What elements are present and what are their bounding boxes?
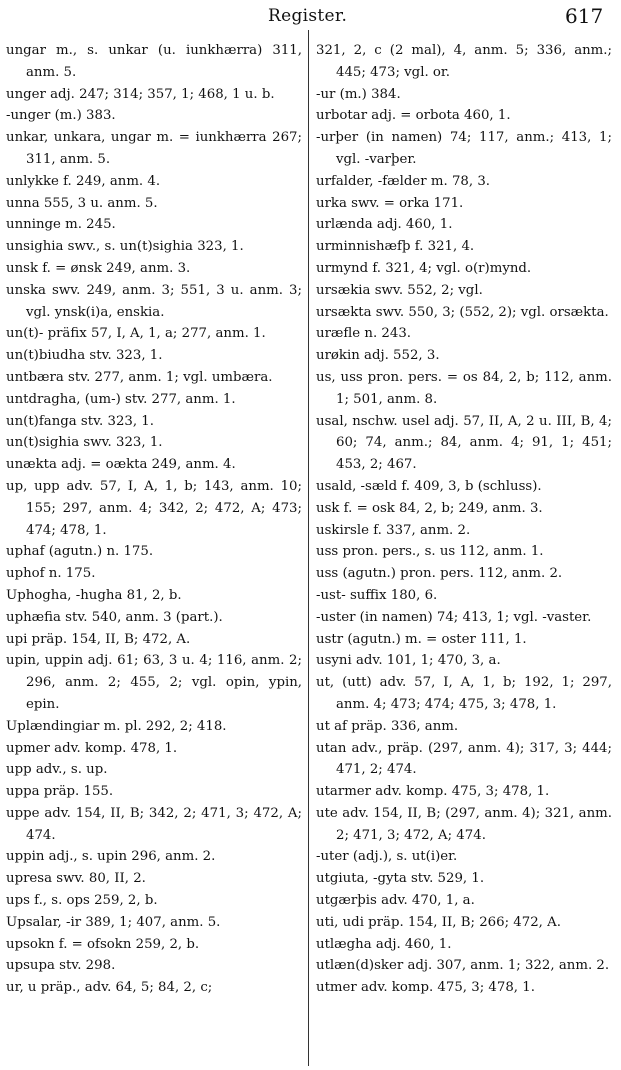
index-entry: ursækta swv. 550, 3; (552, 2); vgl. orsækta. [316,304,609,320]
index-entry: -unger (m.) 383. [6,108,116,124]
index-entry: -uster (in namen) 74; 413, 1; vgl. -vaster. [316,609,592,625]
index-entry: 321, 2, c (2 mal), 4, anm. 5; 336, anm.; 445; 473; vgl. or. [316,43,612,80]
index-entry: un(t)fanga stv. 323, 1. [6,413,154,429]
index-entry: unlykke f. 249, anm. 4. [6,173,161,189]
index-entry: un(t)sighia swv. 323, 1. [6,435,163,451]
index-entry: unsighia swv., s. un(t)sighia 323, 1. [6,239,244,255]
index-entry: ursækia swv. 552, 2; vgl. [316,282,483,298]
index-entry: uti, udi präp. 154, II, B; 266; 472, A. [316,914,561,930]
index-entry: utmer adv. komp. 475, 3; 478, 1. [316,980,535,996]
index-entry: urbotar adj. = orbota 460, 1. [316,108,511,124]
index-entry: up, upp adv. 57, I, A, 1, b; 143, anm. 10; 155; 297, anm. 4; 342, 2; 472, A; 473; 474; 478, 1. [6,478,302,538]
index-entry: usyni adv. 101, 1; 470, 3, a. [316,653,501,669]
index-entry: uskirsle f. 337, anm. 2. [316,522,471,538]
index-entry: urøkin adj. 552, 3. [316,348,440,364]
index-entry: ut, (utt) adv. 57, I, A, 1, b; 192, 1; 297, anm. 4; 473; 474; 475, 3; 478, 1. [316,675,612,712]
index-entry: upsokn f. = ofsokn 259, 2, b. [6,936,200,952]
index-entry: upi präp. 154, II, B; 472, A. [6,631,191,647]
index-entry: urka swv. = orka 171. [316,195,464,211]
index-entry: unger adj. 247; 314; 357, 1; 468, 1 u. b. [6,86,275,102]
index-entry: uppa präp. 155. [6,784,114,800]
index-entry: Uphogha, -hugha 81, 2, b. [6,587,182,603]
index-entry: upp adv., s. up. [6,762,108,778]
index-entry: uræfle n. 243. [316,326,412,342]
index-entry: un(t)- präfix 57, I, A, 1, a; 277, anm. 1. [6,326,266,342]
index-entry: urfalder, -fælder m. 78, 3. [316,173,491,189]
column-divider [308,30,309,1066]
index-entry: Upsalar, -ir 389, 1; 407, anm. 5. [6,914,221,930]
index-entry: un(t)biudha stv. 323, 1. [6,348,163,364]
right-column [316,40,612,999]
index-entry: urlænda adj. 460, 1. [316,217,453,233]
index-entry: uphof n. 175. [6,566,96,582]
index-entry: upmer adv. komp. 478, 1. [6,740,178,756]
index-entry: unækta adj. = oækta 249, anm. 4. [6,457,236,473]
index-entry: upsupa stv. 298. [6,958,116,974]
index-entry: urmynd f. 321, 4; vgl. o(r)mynd. [316,260,532,276]
index-entry: urminnishæfþ f. 321, 4. [316,239,475,255]
index-entry: uppe adv. 154, II, B; 342, 2; 471, 3; 472, A; 474. [6,805,302,843]
index-entry: -urþer (in namen) 74; 117, anm.; 413, 1; vgl. -varþer. [316,130,612,167]
index-entry: ungar m., s. unkar (u. iunkhærra) 311, anm. 5. [6,43,302,80]
index-entry: uppin adj., s. upin 296, anm. 2. [6,849,216,865]
index-entry: Uplændingiar m. pl. 292, 2; 418. [6,718,227,734]
index-entry: untdragha, (um-) stv. 277, anm. 1. [6,391,236,407]
index-entry: upin, uppin adj. 61; 63, 3 u. 4; 116, anm. 2; 296, anm. 2; 455, 2; vgl. opin, ypin, epin. [6,653,302,712]
index-entry: us, uss pron. pers. = os 84, 2, b; 112, anm. 1; 501, anm. 8. [316,369,612,407]
index-entry: uss (agutn.) pron. pers. 112, anm. 2. [316,566,563,582]
index-entry: ups f., s. ops 259, 2, b. [6,893,158,909]
index-entry: utlæn(d)sker adj. 307, anm. 1; 322, anm. 2. [316,958,610,974]
index-entry: -ust- suffix 180, 6. [316,587,438,603]
index-entry: unkar, unkara, ungar m. = iunkhærra 267; 311, anm. 5. [6,130,302,167]
index-entry: upresa swv. 80, II, 2. [6,871,146,887]
index-entry: uphaf (agutn.) n. 175. [6,544,154,560]
index-entry: utarmer adv. komp. 475, 3; 478, 1. [316,784,550,800]
index-entry: unninge m. 245. [6,217,116,233]
index-entry: uss pron. pers., s. us 112, anm. 1. [316,544,544,560]
index-entry: unna 555, 3 u. anm. 5. [6,195,158,211]
page-number: 617 [565,4,604,28]
running-title: Register. [268,6,348,26]
index-entry: unsk f. = ønsk 249, anm. 3. [6,260,191,276]
index-entry: utgærþis adv. 470, 1, a. [316,893,475,909]
index-entry: -ur (m.) 384. [316,86,401,102]
index-entry: utgiuta, -gyta stv. 529, 1. [316,871,485,887]
left-column [6,40,302,999]
index-entry: ute adv. 154, II, B; (297, anm. 4); 321, anm. 2; 471, 3; 472, A; 474. [316,805,612,843]
index-entry: -uter (adj.), s. ut(i)er. [316,849,458,865]
index-entry: uphæfia stv. 540, anm. 3 (part.). [6,609,223,625]
index-entry: usk f. = osk 84, 2, b; 249, anm. 3. [316,500,543,516]
page-header [0,2,621,28]
index-entry: ustr (agutn.) m. = oster 111, 1. [316,631,527,647]
index-entry: utlægha adj. 460, 1. [316,936,452,952]
index-entry: utan adv., präp. (297, anm. 4); 317, 3; 444; 471, 2; 474. [316,740,612,778]
index-entry: ur, u präp., adv. 64, 5; 84, 2, c; [6,980,213,996]
index-entry: usal, nschw. usel adj. 57, II, A, 2 u. III, B, 4; 60; 74, anm.; 84, anm. 4; 91, 1; 451; 453, 2; 467. [316,413,612,473]
index-entry: usald, -sæld f. 409, 3, b (schluss). [316,478,542,494]
index-entry: untbæra stv. 277, anm. 1; vgl. umbæra. [6,369,273,385]
index-entry: unska swv. 249, anm. 3; 551, 3 u. anm. 3; vgl. ynsk(i)a, enskia. [6,282,302,320]
index-entry: ut af präp. 336, anm. [316,718,459,734]
